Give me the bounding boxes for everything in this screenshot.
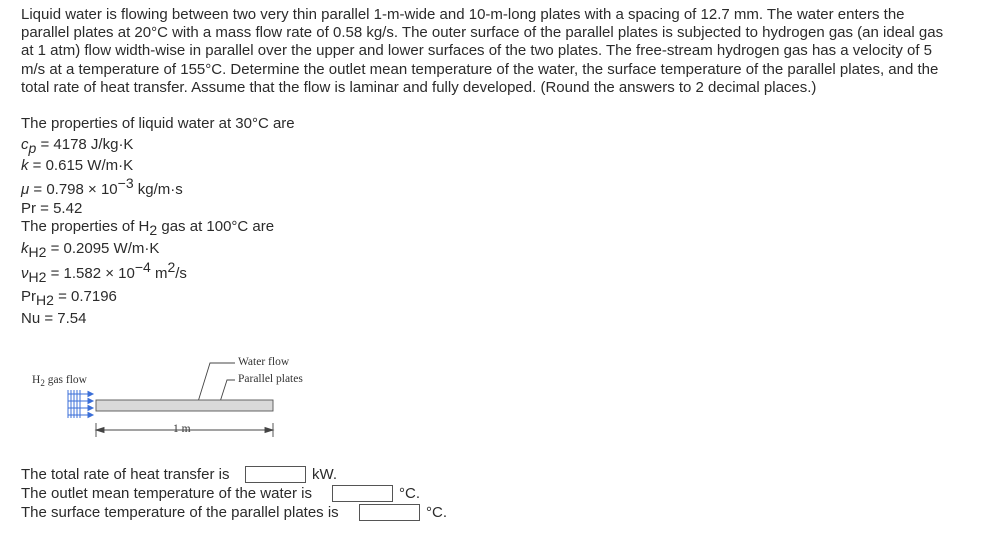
h2-flow-arrows-icon (68, 390, 93, 418)
water-mu (21, 175, 183, 198)
parallel-plates-figure (28, 350, 348, 450)
figure-drawing (28, 350, 348, 450)
outlet-temp-label: The outlet mean temperature of the water is (21, 485, 312, 502)
h2-properties-heading (21, 218, 275, 238)
prh2-subscript: H2 (36, 292, 54, 308)
nuh2-unit-m: m (150, 265, 168, 282)
nuh2-exponent: −4 (134, 259, 151, 275)
parallel-plates-label: Parallel plates (238, 373, 303, 385)
h2-label-pre: H (32, 374, 41, 386)
dimension-label: 1 m (173, 423, 191, 435)
problem-statement: Liquid water is flowing between two very thin parallel 1-m-wide and 10-m-long plates with a spacing of 12.7 mm. The water enters the parallel plates at 20°C with a mass flow rate of 0.58 kg/s. The outer surface of the parallel plates is subjected to hydrogen gas (an ideal gas at 1 atm) flow width-wise in parallel over the upper and lower surfaces of the two plates. The free-stream hydrogen gas has a velocity of 5 m/s at a temperature of 155°C. Determine the outlet mean temperature of the water, the surface temperature of the parallel plates, and the total rate of heat transfer. Assume that the flow is laminar and fully developed. (Round the answers to 2 decimal places.) (21, 6, 944, 96)
kh2-value: = 0.2095 W/m·K (46, 240, 160, 257)
outlet-temp-unit: °C. (399, 485, 420, 502)
prh2-value: = 0.7196 (53, 288, 117, 305)
cp-subscript: p (28, 140, 37, 156)
plate-rect (96, 400, 273, 411)
cp-symbol: c (21, 136, 29, 153)
nusselt-number: Nu = 7.54 (21, 310, 87, 327)
nuh2-symbol: ν (21, 265, 29, 282)
surface-temp-unit: °C. (426, 504, 447, 521)
water-properties-heading: The properties of liquid water at 30°C are (21, 115, 295, 132)
prh2-symbol: Pr (21, 288, 36, 305)
mu-symbol: μ (21, 181, 30, 198)
h2-label-post: gas flow (44, 374, 87, 386)
nuh2-subscript: H2 (28, 269, 47, 285)
dimension-arrow (96, 423, 273, 437)
nuh2-mantissa: = 1.582 × 10 (46, 265, 135, 282)
heat-transfer-input[interactable] (245, 466, 306, 483)
outlet-temp-input[interactable] (332, 485, 393, 502)
water-pr: Pr = 5.42 (21, 200, 83, 217)
water-k (21, 157, 133, 174)
water-cp (21, 136, 134, 156)
h2-heading-sub: 2 (149, 222, 158, 238)
heat-transfer-unit: kW. (312, 466, 337, 483)
h2-k (21, 240, 160, 260)
surface-temp-input[interactable] (359, 504, 420, 521)
kh2-symbol: k (21, 240, 29, 257)
nuh2-unit-s: /s (175, 265, 187, 282)
answer-row-heat-transfer (21, 466, 337, 486)
mu-units: kg/m·s (133, 181, 183, 198)
water-flow-label: Water flow (238, 356, 290, 368)
h2-pr (21, 288, 117, 308)
answer-row-surface-temp (21, 504, 447, 524)
k-value: = 0.615 W/m·K (28, 157, 134, 174)
mu-mantissa: = 0.798 × 10 (29, 181, 118, 198)
nuh2-unit-exp: 2 (167, 259, 176, 275)
k-symbol: k (21, 157, 29, 174)
heat-transfer-label: The total rate of heat transfer is (21, 466, 230, 483)
answer-row-outlet-temp (21, 485, 420, 505)
h2-label-sub: 2 (40, 378, 45, 388)
h2-nu (21, 259, 187, 285)
mu-exponent: −3 (117, 175, 134, 191)
h2-heading-pre: The properties of H (21, 218, 150, 235)
h2-heading-post: gas at 100°C are (157, 218, 275, 235)
surface-temp-label: The surface temperature of the parallel plates is (21, 504, 339, 521)
kh2-subscript: H2 (28, 244, 47, 260)
cp-value: = 4178 J/kg·K (36, 136, 134, 153)
water-flow-leader (197, 363, 235, 405)
